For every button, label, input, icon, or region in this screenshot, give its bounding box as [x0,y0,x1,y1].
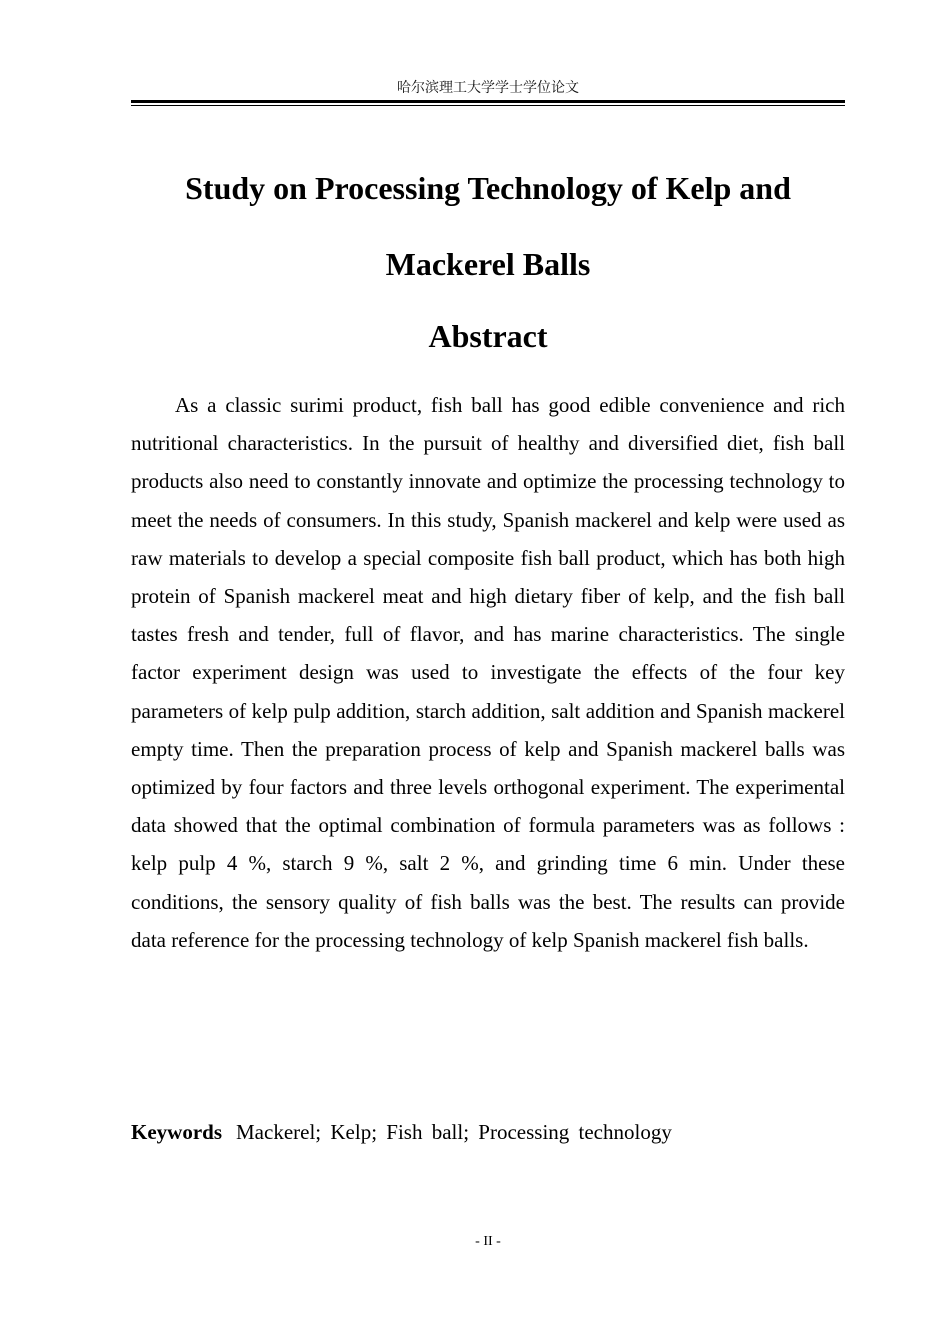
abstract-body: As a classic surimi product, fish ball has good edible convenience and rich nutritional characteristics. In the pursuit of healthy and diversified diet, fish ball products also need to constantly innovate and optimize the processing technology to meet the needs of consumers. In this study, Spanish mackerel and kelp were used as raw materials to develop a special composite fish ball product, which has both high protein of Spanish mackerel meat and high dietary fiber of kelp, and the fish ball tastes fresh and tender, full of flavor, and has marine characteristics. The single factor experiment design was used to investigate the effects of the four key parameters of kelp pulp addition, starch addition, salt addition and Spanish mackerel empty time. Then the preparation process of kelp and Spanish mackerel balls was optimized by four factors and three levels orthogonal experiment. The experimental data showed that the optimal combination of formula parameters was as follows : kelp pulp 4 %, starch 9 %, salt 2 %, and grinding time 6 min. Under these conditions, the sensory quality of fish balls was the best. The results can provide data reference for the processing technology of kelp Spanish mackerel fish balls. [131,393,845,952]
keywords-label: Keywords [131,1120,222,1144]
abstract-heading: Abstract [428,318,548,354]
keywords-line [131,1113,845,1151]
keywords-text: Mackerel; Kelp; Fish ball; Processing technology [236,1120,672,1144]
running-header: 哈尔滨理工大学学士学位论文 [397,80,579,96]
page-number: - II - [475,1234,501,1249]
header-rule-thin [131,105,845,106]
header-rule-thick [131,100,845,103]
thesis-title: Study on Processing Technology of Kelp and Mackerel Balls [185,170,791,282]
